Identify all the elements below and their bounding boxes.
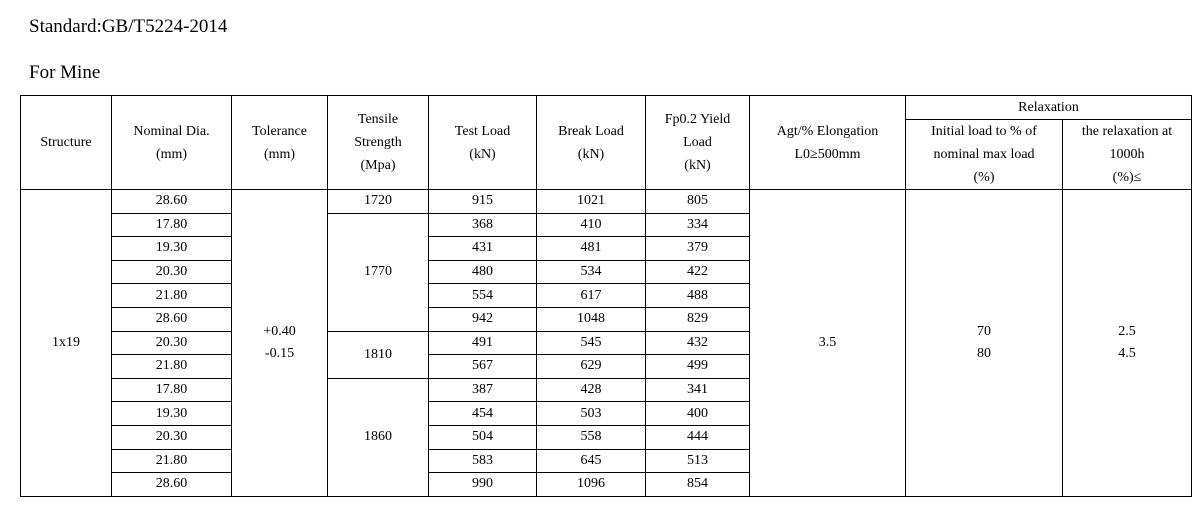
structure-cell: 1x19 xyxy=(21,190,112,497)
header-tensile-strength: Tensile Strength (Mpa) xyxy=(328,96,429,190)
test-load-cell: 368 xyxy=(429,213,537,237)
yield-load-cell: 400 xyxy=(646,402,750,426)
dia-cell: 28.60 xyxy=(112,307,232,331)
dia-cell: 21.80 xyxy=(112,355,232,379)
dia-cell: 19.30 xyxy=(112,402,232,426)
test-load-cell: 990 xyxy=(429,473,537,497)
dia-cell: 17.80 xyxy=(112,213,232,237)
dia-cell: 28.60 xyxy=(112,473,232,497)
relaxation-cell: 2.5 4.5 xyxy=(1063,190,1192,497)
break-load-cell: 558 xyxy=(537,425,646,449)
break-load-cell: 617 xyxy=(537,284,646,308)
test-load-cell: 583 xyxy=(429,449,537,473)
spec-table xyxy=(20,95,1192,497)
test-load-cell: 387 xyxy=(429,378,537,402)
table-row xyxy=(21,190,1192,214)
yield-load-cell: 805 xyxy=(646,190,750,214)
tolerance-cell: +0.40 -0.15 xyxy=(232,190,328,497)
section-subtitle: For Mine xyxy=(29,62,101,83)
dia-cell: 17.80 xyxy=(112,378,232,402)
strength-cell: 1770 xyxy=(328,213,429,331)
break-load-cell: 1096 xyxy=(537,473,646,497)
break-load-cell: 1048 xyxy=(537,307,646,331)
break-load-cell: 481 xyxy=(537,237,646,261)
break-load-cell: 428 xyxy=(537,378,646,402)
header-relaxation: Relaxation xyxy=(906,96,1192,120)
test-load-cell: 915 xyxy=(429,190,537,214)
header-elongation: Agt/% Elongation L0≥500mm xyxy=(750,96,906,190)
yield-load-cell: 499 xyxy=(646,355,750,379)
break-load-cell: 534 xyxy=(537,260,646,284)
strength-cell: 1810 xyxy=(328,331,429,378)
header-yield-load: Fp0.2 Yield Load (kN) xyxy=(646,96,750,190)
test-load-cell: 480 xyxy=(429,260,537,284)
header-nominal-dia: Nominal Dia. (mm) xyxy=(112,96,232,190)
yield-load-cell: 488 xyxy=(646,284,750,308)
header-break-load: Break Load (kN) xyxy=(537,96,646,190)
test-load-cell: 567 xyxy=(429,355,537,379)
strength-cell: 1720 xyxy=(328,190,429,214)
yield-load-cell: 422 xyxy=(646,260,750,284)
break-load-cell: 545 xyxy=(537,331,646,355)
test-load-cell: 431 xyxy=(429,237,537,261)
strength-cell: 1860 xyxy=(328,378,429,496)
yield-load-cell: 854 xyxy=(646,473,750,497)
test-load-cell: 504 xyxy=(429,425,537,449)
yield-load-cell: 432 xyxy=(646,331,750,355)
break-load-cell: 1021 xyxy=(537,190,646,214)
standard-title: Standard:GB/T5224-2014 xyxy=(29,16,228,37)
yield-load-cell: 341 xyxy=(646,378,750,402)
header-initial-load: Initial load to % of nominal max load (%) xyxy=(906,120,1063,190)
header-structure: Structure xyxy=(21,96,112,190)
header-test-load: Test Load (kN) xyxy=(429,96,537,190)
test-load-cell: 454 xyxy=(429,402,537,426)
yield-load-cell: 379 xyxy=(646,237,750,261)
break-load-cell: 503 xyxy=(537,402,646,426)
break-load-cell: 645 xyxy=(537,449,646,473)
initial-load-cell: 70 80 xyxy=(906,190,1063,497)
yield-load-cell: 513 xyxy=(646,449,750,473)
break-load-cell: 629 xyxy=(537,355,646,379)
dia-cell: 21.80 xyxy=(112,449,232,473)
yield-load-cell: 829 xyxy=(646,307,750,331)
yield-load-cell: 444 xyxy=(646,425,750,449)
test-load-cell: 942 xyxy=(429,307,537,331)
dia-cell: 28.60 xyxy=(112,190,232,214)
dia-cell: 21.80 xyxy=(112,284,232,308)
header-relaxation-1000h: the relaxation at 1000h (%)≤ xyxy=(1063,120,1192,190)
break-load-cell: 410 xyxy=(537,213,646,237)
test-load-cell: 491 xyxy=(429,331,537,355)
test-load-cell: 554 xyxy=(429,284,537,308)
header-tolerance: Tolerance (mm) xyxy=(232,96,328,190)
dia-cell: 20.30 xyxy=(112,331,232,355)
dia-cell: 20.30 xyxy=(112,260,232,284)
dia-cell: 20.30 xyxy=(112,425,232,449)
yield-load-cell: 334 xyxy=(646,213,750,237)
dia-cell: 19.30 xyxy=(112,237,232,261)
elongation-cell: 3.5 xyxy=(750,190,906,497)
